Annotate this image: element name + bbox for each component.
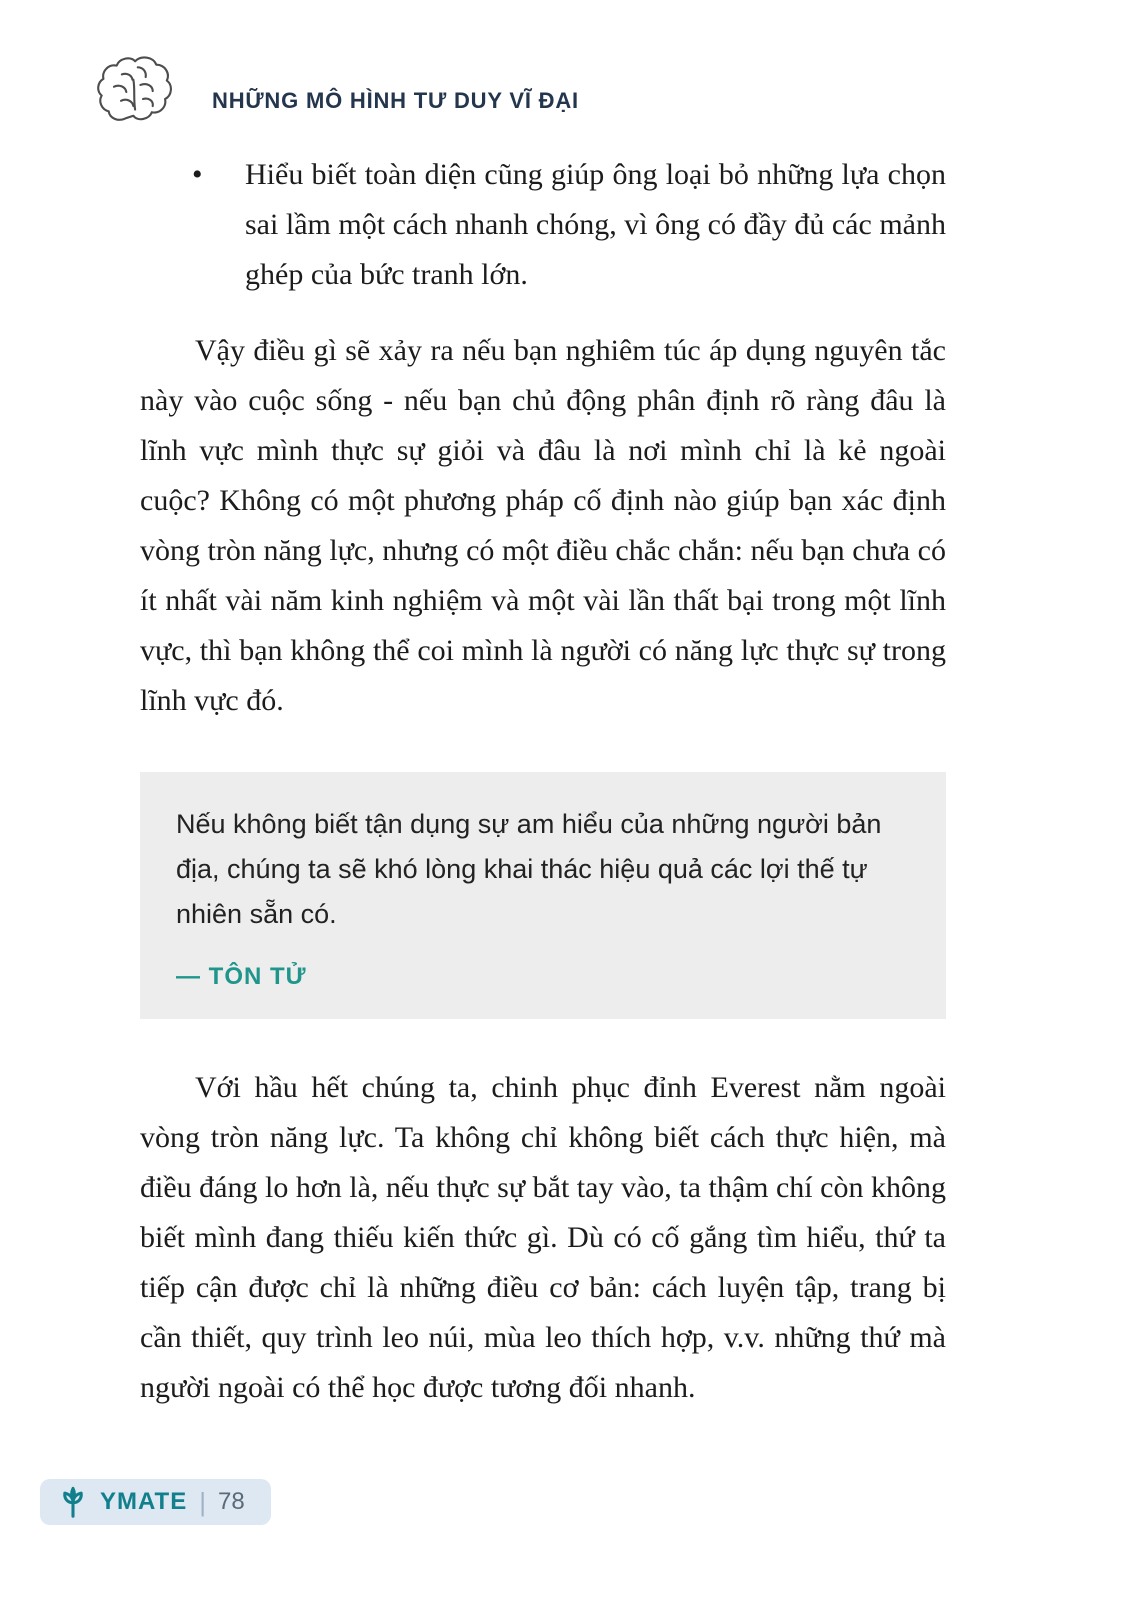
footer-brand: YMATE bbox=[100, 1488, 188, 1515]
bullet-text: Hiểu biết toàn diện cũng giúp ông loại bỏ những lựa chọn sai lầm một cách nhanh chóng, vì ông có đầy đủ các mảnh ghép của bức tranh lớn. bbox=[245, 158, 946, 291]
page-footer bbox=[40, 1479, 271, 1525]
footer-page-number: 78 bbox=[217, 1488, 245, 1515]
brain-icon bbox=[88, 48, 184, 136]
page-title: NHỮNG MÔ HÌNH TƯ DUY VĨ ĐẠI bbox=[212, 88, 579, 113]
page-header bbox=[88, 48, 1042, 136]
body-paragraph-1: Vậy điều gì sẽ xảy ra nếu bạn nghiêm túc áp dụng nguyên tắc này vào cuộc sống - nếu bạn chủ động phân định rõ ràng đâu là lĩnh vực mình thực sự giỏi và đâu là nơi mình chỉ là kẻ ngoài cuộc? Không có một phương pháp cố định nào giúp bạn xác định vòng tròn năng lực, nhưng có một điều chắc chắn: nếu bạn chưa có ít nhất vài năm kinh nghiệm và một vài lần thất bại trong một lĩnh vực, thì bạn không thể coi mình là người có năng lực thực sự trong lĩnh vực đó. bbox=[140, 334, 946, 717]
body-paragraph-2: Với hầu hết chúng ta, chinh phục đỉnh Everest nằm ngoài vòng tròn năng lực. Ta không chỉ không biết cách thực hiện, mà điều đáng lo hơn là, nếu thực sự bắt tay vào, ta thậm chí còn không biết mình đang thiếu kiến thức gì. Dù có cố gắng tìm hiểu, thứ ta tiếp cận được chỉ là những điều cơ bản: cách luyện tập, trang bị cần thiết, quy trình leo núi, mùa leo thích hợp, v.v. những thứ mà người ngoài có thể học được tương đối nhanh. bbox=[140, 1071, 946, 1404]
bullet-marker: • bbox=[192, 158, 203, 191]
ymate-logo-icon bbox=[56, 1485, 90, 1519]
quote-attribution: — TÔN TỬ bbox=[176, 963, 307, 990]
quote-text: Nếu không biết tận dụng sự am hiểu của những người bản địa, chúng ta sẽ khó lòng khai thác hiệu quả các lợi thế tự nhiên sẵn có. bbox=[176, 809, 882, 929]
footer-separator: | bbox=[199, 1486, 206, 1517]
bullet-paragraph bbox=[140, 150, 946, 300]
page-content bbox=[140, 150, 946, 1413]
quote-block bbox=[140, 772, 946, 1019]
